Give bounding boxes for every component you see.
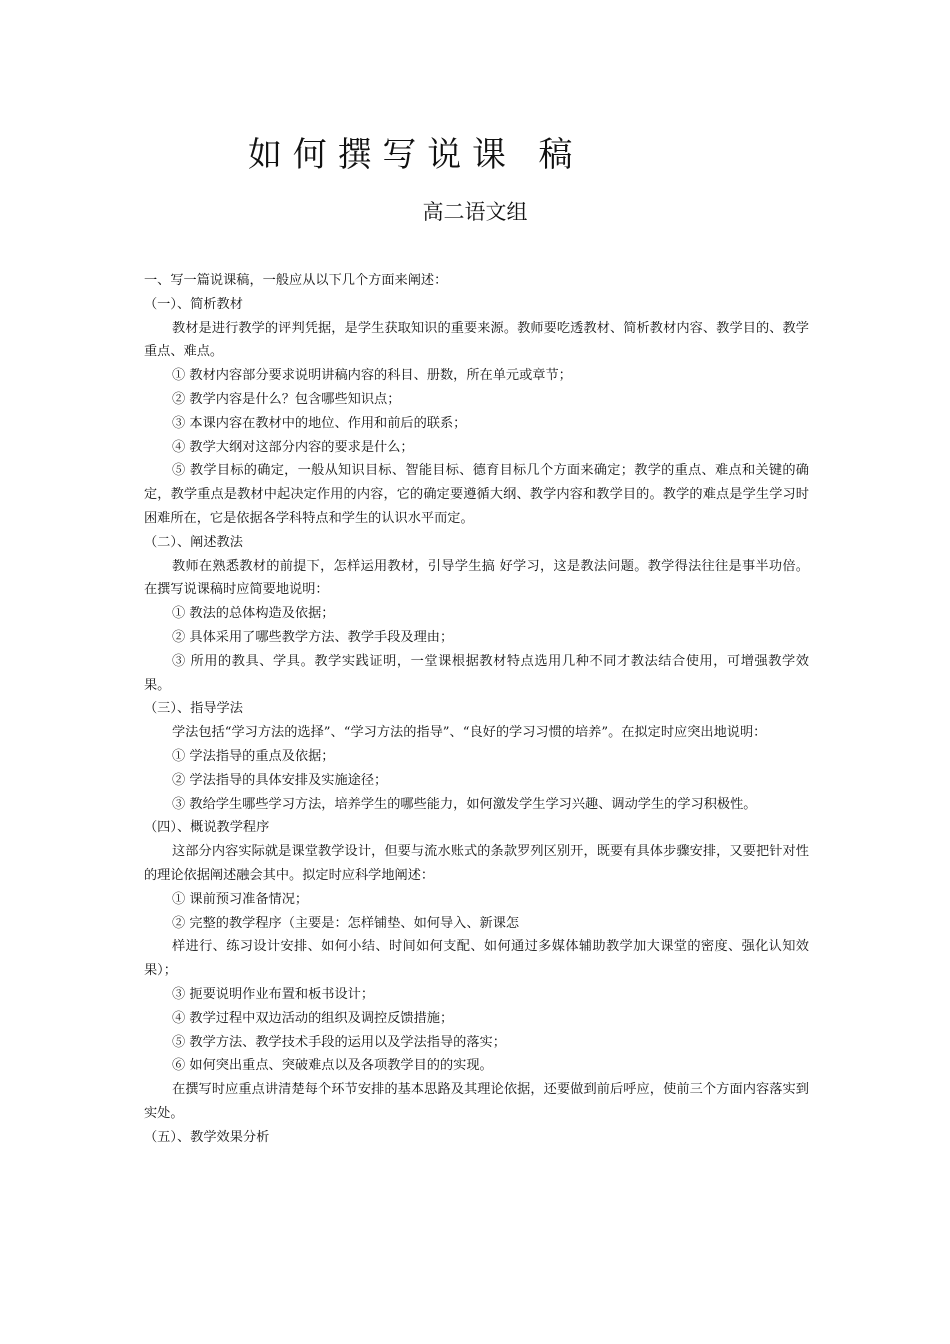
list-item: ① 学法指导的重点及依据； xyxy=(172,748,335,764)
document-body xyxy=(144,269,809,1149)
section-heading: （五）、教学效果分析 xyxy=(144,1129,270,1145)
paragraph: 在撰写时应重点讲清楚每个环节安排的基本思路及其理论依据，还要做到前后呼应，使前三个方面内容落实到实处。 xyxy=(144,1082,809,1121)
list-item: ② 具体采用了哪些教学方法、教学手段及理由； xyxy=(172,629,454,645)
list-item: ① 教法的总体构造及依据； xyxy=(172,606,335,622)
list-item: ④ 教学大纲对这部分内容的要求是什么； xyxy=(172,439,414,455)
intro-line: 一、写一篇说课稿，一般应从以下几个方面来阐述： xyxy=(144,273,448,288)
list-item: ① 课前预习准备情况； xyxy=(172,891,309,907)
paragraph: 教师在熟悉教材的前提下，怎样运用教材，引导学生搞 好学习，这是教法问题。教学得法往往是事半功倍。在撰写说课稿时应简要地说明： xyxy=(144,558,809,598)
section-heading: （三）、指导学法 xyxy=(144,701,243,717)
list-item: ③ 本课内容在教材中的地位、作用和前后的联系； xyxy=(172,415,467,431)
section-heading: （四）、概说教学程序 xyxy=(144,820,270,836)
list-item: ① 教材内容部分要求说明讲稿内容的科目、册数，所在单元或章节； xyxy=(172,368,572,384)
list-item: ③ 扼要说明作业布置和板书设计； xyxy=(172,986,375,1002)
list-item: ⑤ 教学方法、教学技术手段的运用以及学法指导的落实； xyxy=(172,1034,506,1050)
document-subtitle: 高二语文组 xyxy=(422,200,528,224)
paragraph: 教材是进行教学的评判凭据，是学生获取知识的重要来源。教师要吃透教材、简析教材内容、教学目的、教学重点、难点。 xyxy=(144,320,809,360)
section-heading: （一）、简析教材 xyxy=(144,296,243,312)
paragraph: ③ 所用的教具、学具。教学实践证明，一堂课根据教材特点选用几种不同才教法结合使用，可增强教学效果。 xyxy=(144,653,809,693)
list-item: ④ 教学过程中双边活动的组织及调控反馈措施； xyxy=(172,1010,454,1026)
list-item: ⑥ 如何突出重点、突破难点以及各项教学目的的实现。 xyxy=(172,1058,493,1074)
section-heading: （二）、阐述教法 xyxy=(144,534,243,550)
paragraph: 这部分内容实际就是课堂教学设计，但要与流水账式的条款罗列区别开，既要有具体步骤安排，又要把针对性的理论依据阐述融会其中。拟定时应科学地阐述： xyxy=(144,844,809,883)
document-title: 如 何 撰 写 说 课 稿 xyxy=(248,135,573,175)
paragraph: 学法包括“学习方法的选择”、“学习方法的指导”、“良好的学习习惯的培养”。在拟定时应突出地说明： xyxy=(172,725,767,741)
list-item: ② 学法指导的具体安排及实施途径； xyxy=(172,772,388,788)
list-item: ② 教学内容是什么？包含哪些知识点； xyxy=(172,391,401,407)
list-item: ③ 教给学生哪些学习方法，培养学生的哪些能力，如何激发学生学习兴趣、调动学生的学习积极性。 xyxy=(172,796,757,812)
paragraph: ⑤ 教学目标的确定，一般从知识目标、智能目标、德育目标几个方面来确定；教学的重点、难点和关键的确定，教学重点是教材中起决定作用的内容，它的确定要遵循大纲、教学内容和教学目的。教学的难点是学生学习时困难所在，它是依据各学科特点和学生的认识水平而定。 xyxy=(144,463,809,526)
list-item: ② 完整的教学程序（主要是：怎样铺垫、如何导入、新课怎 xyxy=(172,915,520,931)
paragraph: 样进行、练习设计安排、如何小结、时间如何支配、如何通过多媒体辅助教学加大课堂的密度、强化认知效果）； xyxy=(144,939,809,979)
